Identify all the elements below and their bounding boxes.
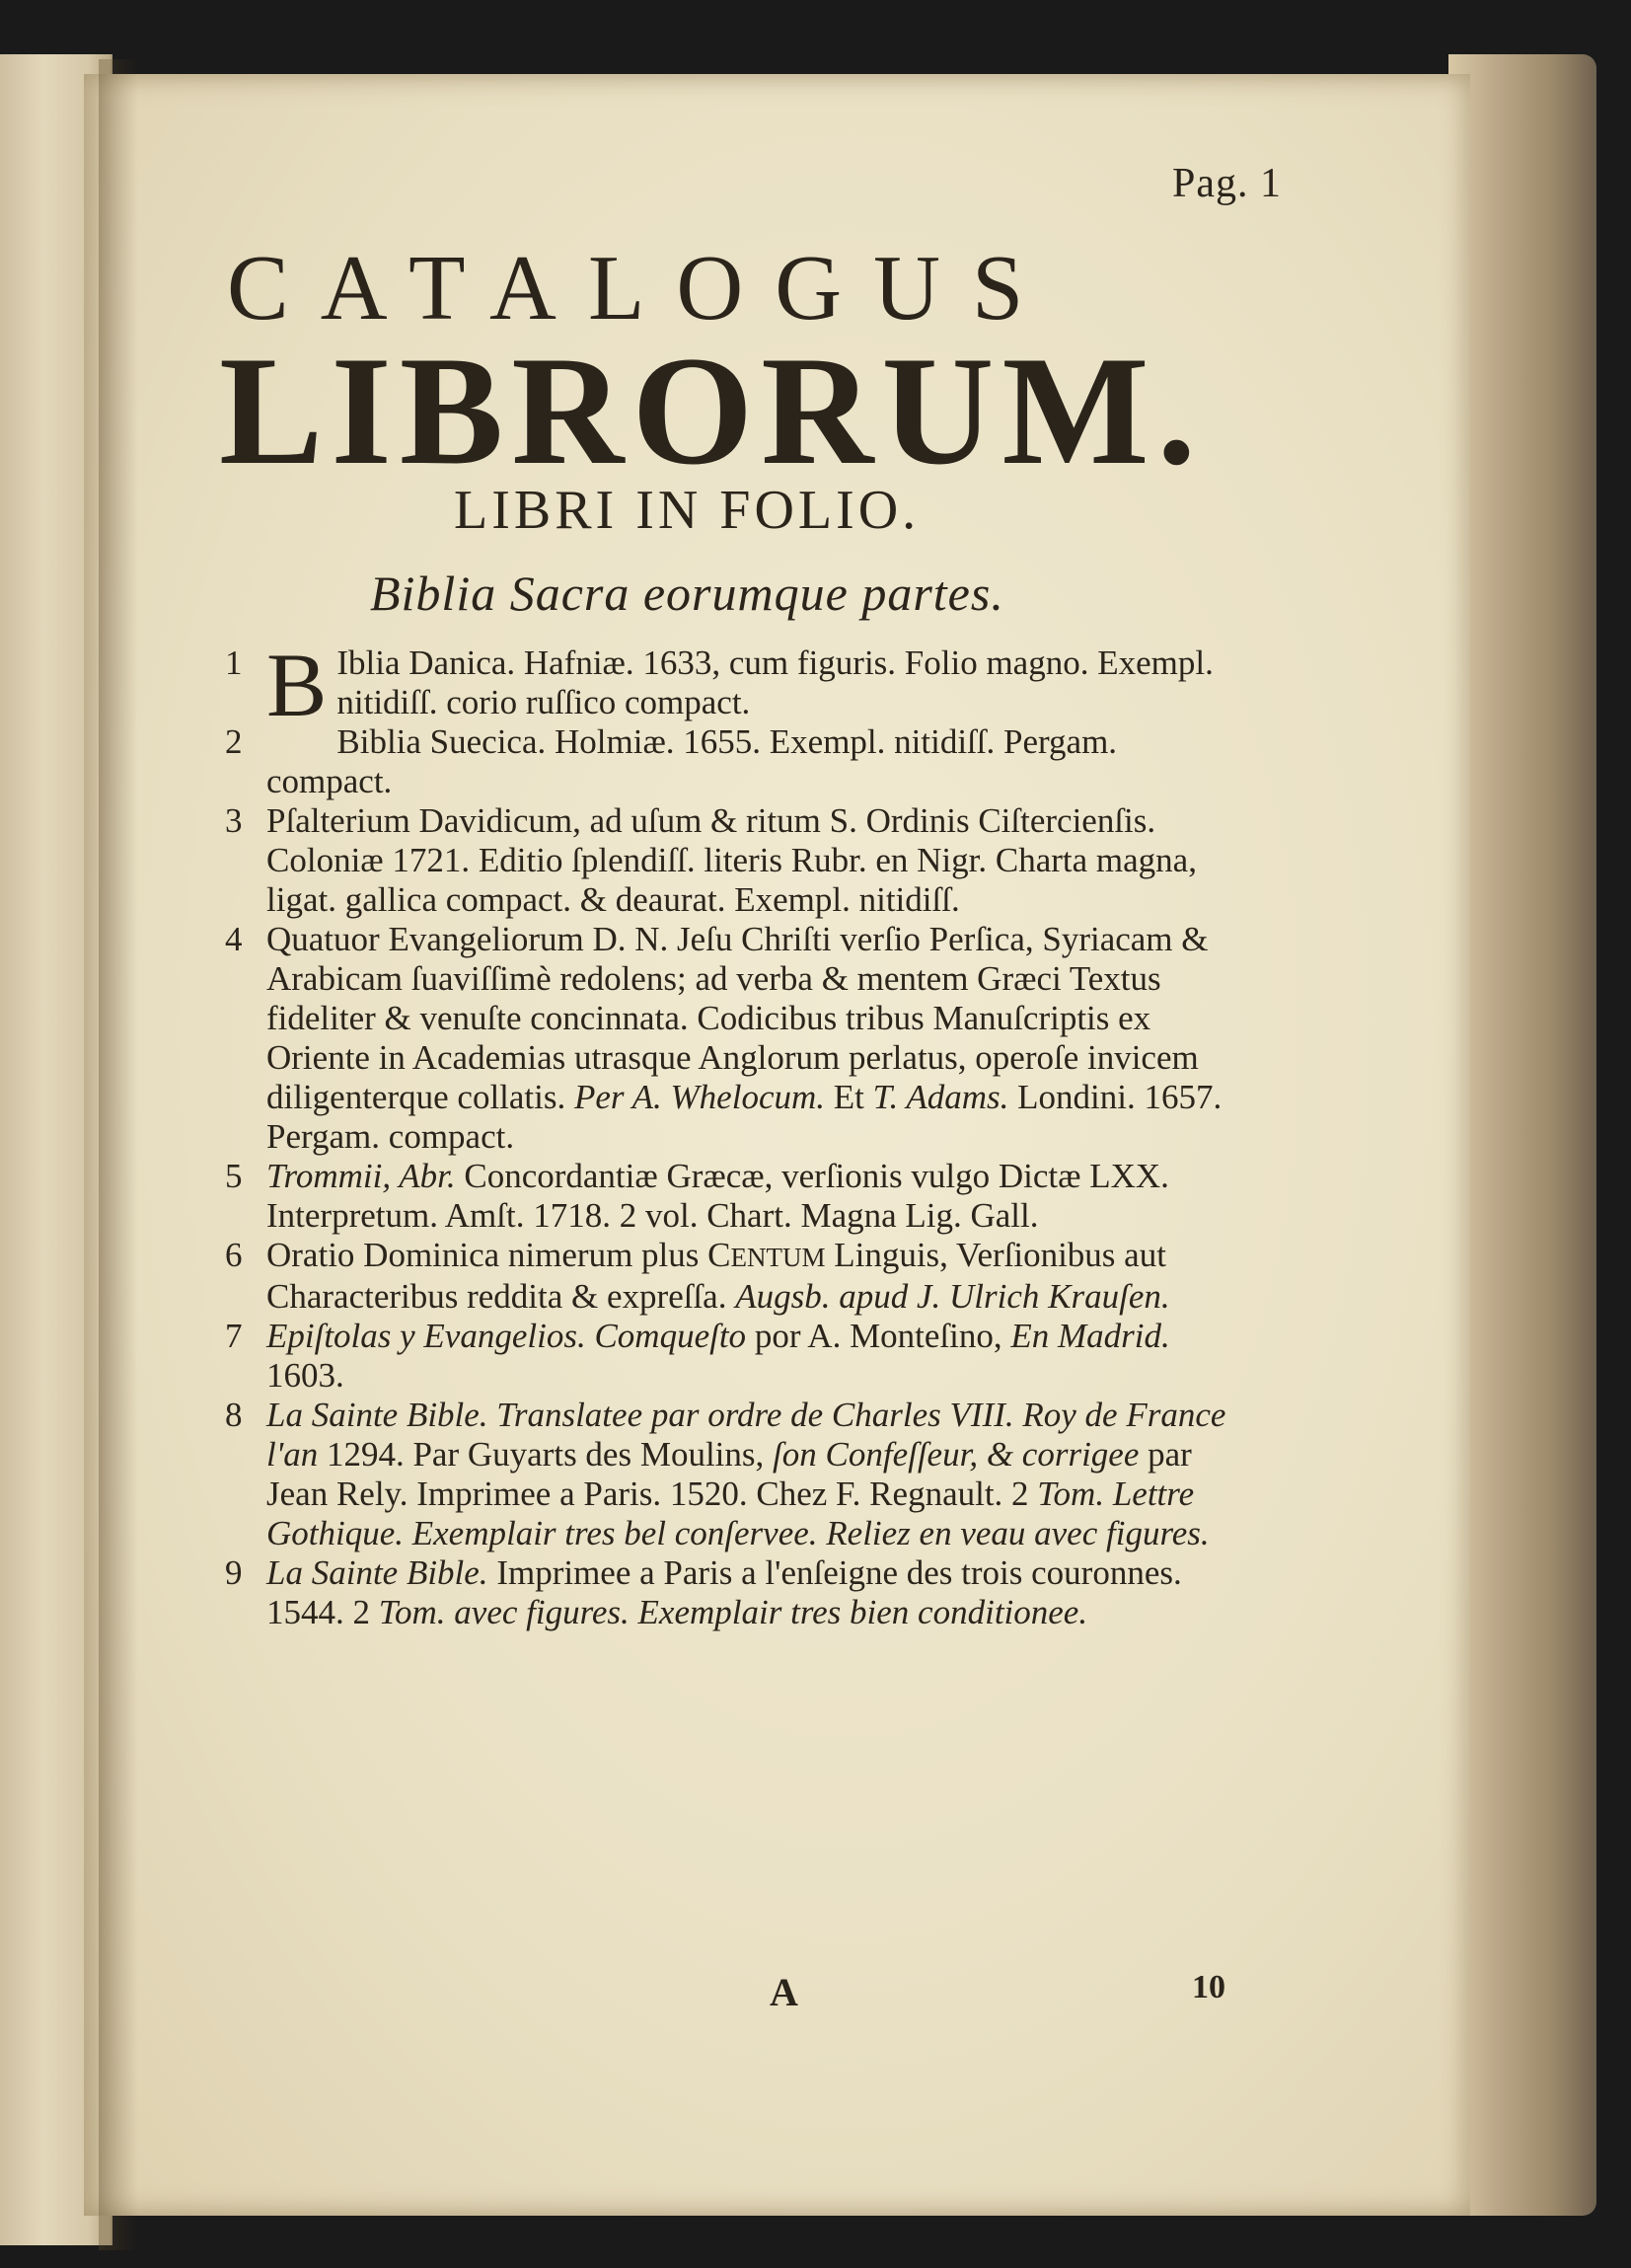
entry-text: La Sainte Bible. Imprimee a Paris a l'enſeigne des trois couronnes. 1544. 2 Tom. avec figures. Exemplair tres bien conditionee.: [266, 1553, 1182, 1631]
catchword: 10: [1192, 1969, 1225, 2005]
entry-text: Epiſtolas y Evangelios. Comqueſto por A. Monteſino, En Madrid. 1603.: [266, 1317, 1170, 1395]
spine-shadow: [99, 59, 138, 2250]
entry-text: Pſalterium Davidicum, ad uſum & ritum S. Ordinis Ciſtercienſis. Coloniæ 1721. Editio ſplendiſſ. literis Rubr. en Nigr. Charta magna, ligat. gallica compact. & deaurat. Exempl. nitidiſſ.: [266, 801, 1197, 919]
drop-cap: B: [266, 635, 328, 735]
title-librorum: LIBRORUM.: [219, 325, 1205, 497]
subsection-heading: Biblia Sacra eorumque partes.: [370, 566, 1004, 621]
entry-text: Quatuor Evangeliorum D. N. Jeſu Chriſti verſio Perſica, Syriacam & Arabicam ſuaviſſimè redolens; ad verba & mentem Græci Textus fideliter & venuſte concinnata. Codicibus tribus Manuſcriptis ex Oriente in Academias utrasque Anglorum perlatus, operoſe invicem diligenterque collatis. Per A. Whelocum. Et T. Adams. Londini. 1657. Pergam. compact.: [266, 920, 1223, 1156]
entry-number: 6: [225, 1236, 243, 1274]
title-catalogus: CATALOGUS: [227, 237, 1056, 340]
section-heading: LIBRI IN FOLIO.: [454, 480, 921, 541]
catalog-entry: [217, 801, 1243, 920]
entry-number: 7: [225, 1317, 243, 1355]
entry-number: 8: [225, 1396, 243, 1434]
entry-text: La Sainte Bible. Translatee par ordre de Charles VIII. Roy de France l'an 1294. Par Guyarts des Moulins, ſon Confeſſeur, & corrigee par Jean Rely. Imprimee a Paris. 1520. Chez F. Regnault. 2 Tom. Lettre Gothique. Exemplair tres bel conſervee. Reliez en veau avec figures.: [266, 1396, 1226, 1552]
catalog-entry: [217, 1157, 1243, 1236]
entry-number: 4: [225, 920, 243, 958]
catalog-entry: [217, 722, 1243, 801]
entry-text: B Iblia Danica. Hafniæ. 1633, cum figuris. Folio magno. Exempl. nitidiſſ. corio ruſſico compact.: [266, 635, 1214, 735]
entry-list: [217, 635, 1243, 1632]
catalog-entry: [217, 1396, 1243, 1553]
entry-number: 5: [225, 1157, 243, 1195]
signature-mark: A: [770, 1970, 798, 2014]
entry-text: Trommii, Abr. Concordantiæ Græcæ, verſionis vulgo Dictæ LXX. Interpretum. Amſt. 1718. 2 vol. Chart. Magna Lig. Gall.: [266, 1157, 1169, 1235]
entry-number: 3: [225, 801, 243, 840]
catalog-entry: [217, 1236, 1243, 1317]
catalog-entry: [217, 920, 1243, 1157]
entry-number: 1: [225, 643, 243, 682]
entry-number: 9: [225, 1553, 243, 1592]
entry-number: 2: [225, 722, 243, 761]
entry-text: Biblia Suecica. Holmiæ. 1655. Exempl. nitidiſſ. Pergam. compact.: [266, 722, 1118, 800]
right-page-edges: [1448, 54, 1596, 2216]
catalog-entry: [217, 635, 1243, 735]
catalog-entry: [217, 1317, 1243, 1396]
catalog-entry: [217, 1553, 1243, 1632]
page-number: Pag. 1: [1172, 161, 1282, 206]
entry-text: Oratio Dominica nimerum plus CENTUM Linguis, Verſionibus aut Characteribus reddita & expreſſa. Augsb. apud J. Ulrich Krauſen.: [266, 1236, 1170, 1316]
